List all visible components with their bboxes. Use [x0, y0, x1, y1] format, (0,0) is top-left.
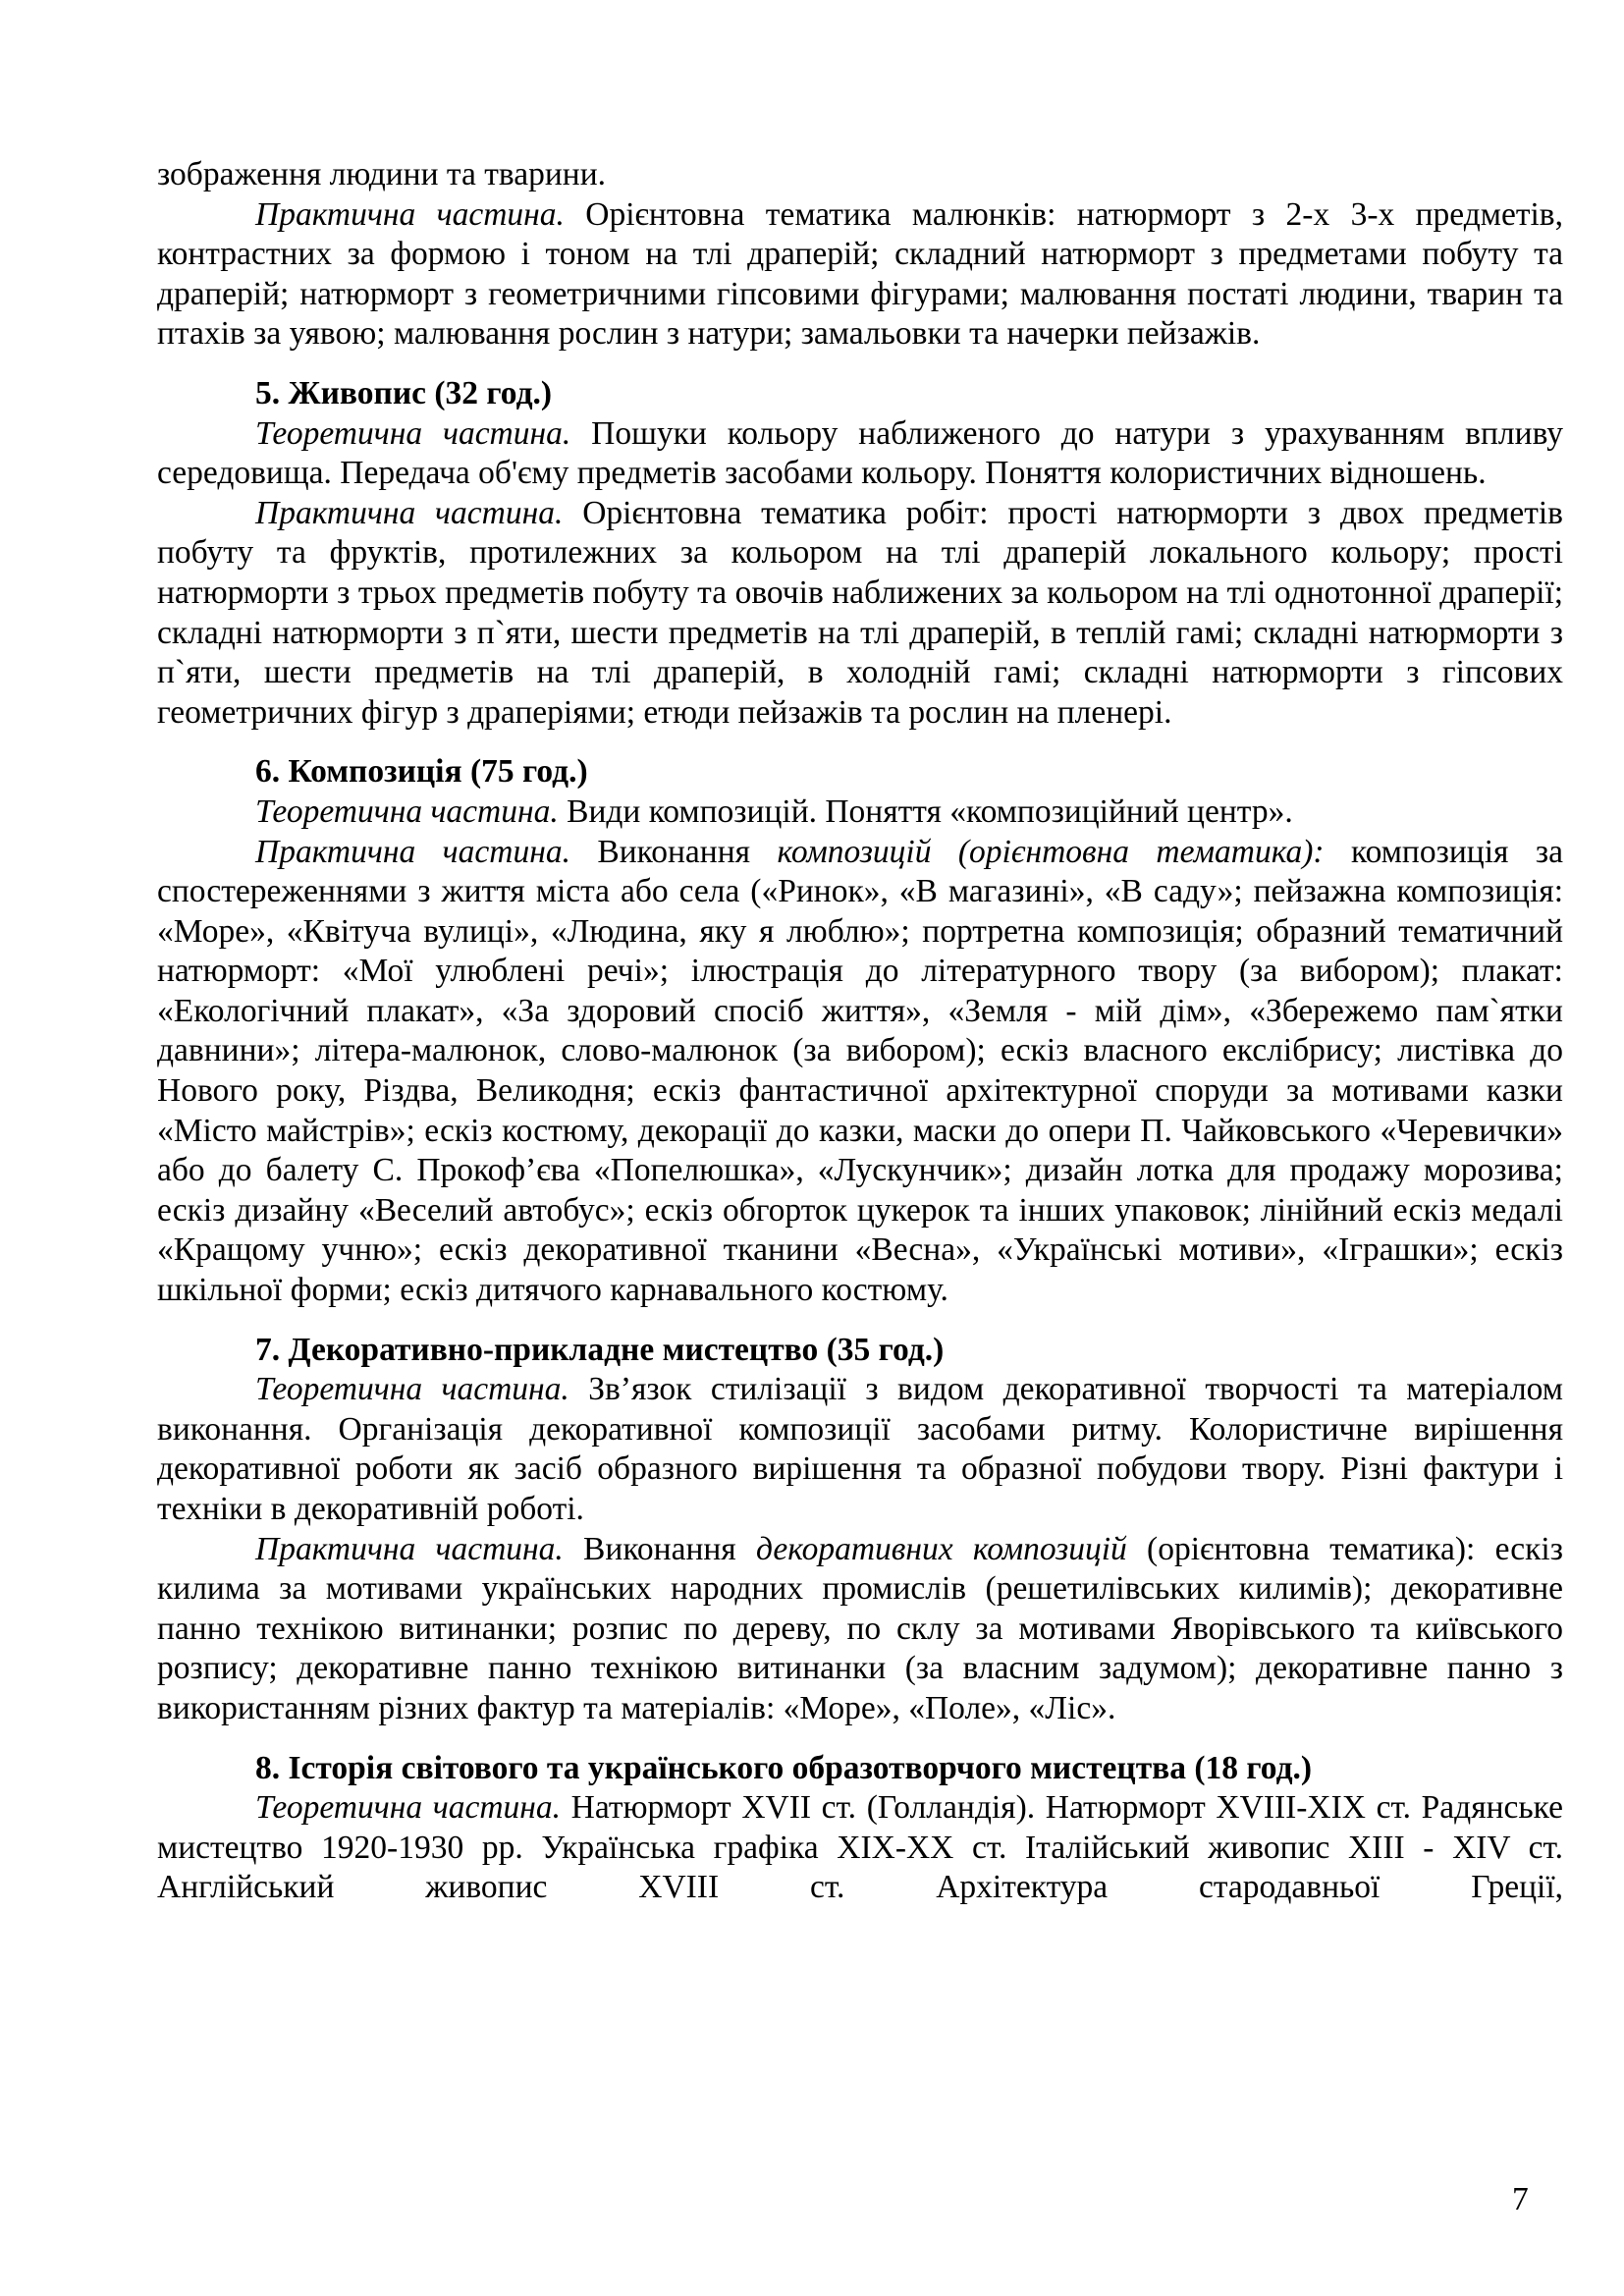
- section-7-practice: [157, 1530, 1563, 1729]
- practical-text-a: Виконання: [563, 1530, 756, 1567]
- page-number: 7: [1512, 2181, 1529, 2217]
- section-5-theory: [157, 414, 1563, 494]
- practical-part-drawing: [157, 195, 1563, 355]
- theory-text: Натюрморт XVII ст. (Голландія). Натюрморт XVIII-XIX ст. Радянське мистецтво 1920-1930 рр. Українська графіка XIX-XX ст. Італійський живопис XIII - XIV ст. Англійський живопис XVIII ст. Архітектура стародавньої Греції,: [157, 1789, 1563, 1906]
- practical-text-a: Виконання: [569, 833, 778, 870]
- practical-label: Практична частина.: [255, 833, 570, 870]
- theory-text: Пошуки кольору наближеного до натури з урахуванням впливу середовища. Передача об'єму предметів засобами кольору. Поняття колористичних відношень.: [157, 414, 1563, 492]
- theory-label: Теоретична частина.: [255, 1371, 569, 1408]
- intro-paragraph: зображення людини та тварини.: [157, 156, 606, 192]
- theory-label: Теоретична частина.: [255, 414, 571, 452]
- section-5-practice: [157, 494, 1563, 734]
- section-6-heading: 6. Композиція (75 год.): [255, 753, 588, 791]
- practical-label: Практична частина.: [255, 494, 564, 531]
- section-7-heading: 7. Декоративно-прикладне мистецтво (35 год.): [255, 1331, 945, 1368]
- practical-text-b: композиція за спостереженнями з життя міста або села («Ринок», «В магазині», «В саду»; пейзажна композиція: «Море», «Квітуча вулиці», «Людина, яку я люблю»; портретна композиція; образний тематичний натюрморт: «Мої улюблені речі»; ілюстрація до літературного твору (за вибором); плакат: «Екологічний плакат», «За здоровий спосіб життя», «Земля - мій дім», «Збережемо пам`ятки давнини»; літера-малюнок, слово-малюнок (за вибором); ескіз власного екслібрису; листівка до Нового року, Різдва, Великодня; ескіз фантастичної архітектурної споруди за мотивами казки «Місто майстрів»; ескіз костюму, декорації до казки, маски до опери П. Чайковського «Черевички» або до балету С. Прокоф’єва «Попелюшка», «Лускунчик»; дизайн лотка для продажу морозива; ескіз дизайну «Веселий автобус»; ескіз обгорток цукерок та інших упаковок; лінійний ескіз медалі «Кращому учню»; ескіз декоративної тканини «Весна», «Українські мотиви», «Іграшки»; ескіз шкільної форми; ескіз дитячого карнавального костюму.: [157, 833, 1563, 1309]
- theory-label: Теоретична частина.: [255, 793, 559, 830]
- section-6-theory: [157, 793, 1563, 833]
- practical-label: Практична частина.: [255, 195, 565, 233]
- theory-text: Зв’язок стилізації з видом декоративної творчості та матеріалом виконання. Організація декоративної композиції засобами ритму. Колористичне вирішення декоративної роботи як засіб образного вирішення та образної побудови твору. Різні фактури і техніки в декоративній роботі.: [157, 1371, 1563, 1527]
- section-5-heading: 5. Живопис (32 год.): [255, 374, 553, 411]
- practical-text: Орієнтовна тематика робіт: прості натюрморти з двох предметів побуту та фруктів, протилежних за кольором на тлі драперій локального кольору; прості натюрморти з трьох предметів побуту та овочів наближених за кольором на тлі однотонної драперії; складні натюрморти з п`яти, шести предметів на тлі драперій, в теплій гамі; складні натюрморти з п`яти, шести предметів на тлі драперій, в холодній гамі; складні натюрморти з гіпсових геометричних фігур з драперіями; етюди пейзажів та рослин на пленері.: [157, 494, 1563, 731]
- theory-text: Види композицій. Поняття «композиційний центр».: [558, 793, 1293, 830]
- practical-text-b: (орієнтовна тематика): ескіз килима за мотивами українських народних промислів (решетилівських килимів); декоративне панно технікою витинанки; розпис по дереву, по склу за мотивами Яворівського та київського розпису; декоративне панно технікою витинанки (за власним задумом); декоративне панно з використанням різних фактур та матеріалів: «Море», «Поле», «Ліс».: [157, 1530, 1563, 1726]
- section-7-theory: [157, 1370, 1563, 1529]
- section-6-practice: [157, 833, 1563, 1311]
- practical-italic: декоративних композицій: [755, 1530, 1127, 1567]
- practical-italic: композицій (орієнтовна тематика):: [777, 833, 1325, 870]
- section-8-theory: [157, 1788, 1563, 1908]
- theory-label: Теоретична частина.: [255, 1789, 562, 1827]
- practical-label: Практична частина.: [255, 1530, 564, 1567]
- section-8-heading: 8. Історія світового та українського образотворчого мистецтва (18 год.): [255, 1749, 1313, 1786]
- page-content: [157, 155, 1563, 1908]
- practical-text: Орієнтовна тематика малюнків: натюрморт з 2-х 3-х предметів, контрастних за формою і тоном на тлі драперій; складний натюрморт з предметами побуту та драперій; натюрморт з геометричними гіпсовими фігурами; малювання постаті людини, тварин та птахів за уявою; малювання рослин з натури; замальовки та начерки пейзажів.: [157, 195, 1563, 353]
